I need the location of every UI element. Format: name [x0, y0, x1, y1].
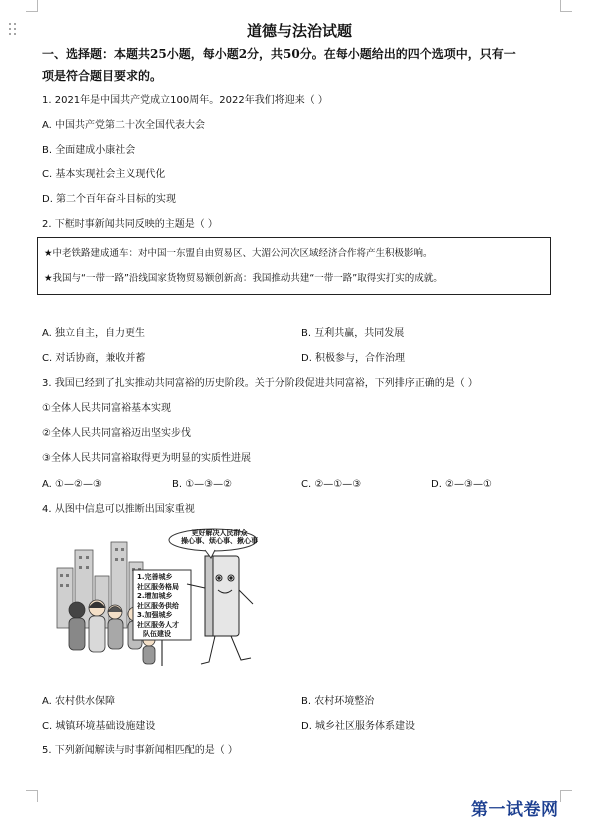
q4-option-a[interactable]: A. 农村供水保障	[42, 696, 116, 707]
board-line-1: 1.完善城乡	[137, 573, 173, 581]
board-line-6: 社区服务人才	[137, 620, 179, 629]
q1-option-b[interactable]: B. 全面建成小康社会	[42, 145, 136, 156]
q3-item-2: ②全体人民共同富裕迈出坚实步伐	[42, 428, 191, 439]
section-heading-line-1: 一、选择题：本题共25小题，每小题2分，共50分。在每小题给出的四个选项中，只有一	[42, 47, 516, 61]
corner-mark-top-right	[560, 0, 572, 12]
section-heading-line-2: 项是符合题目要求的。	[42, 69, 163, 83]
q4-option-c[interactable]: C. 城镇环境基础设施建设	[42, 721, 156, 732]
q3-option-c[interactable]: C. ②—①—③	[301, 479, 362, 490]
page-title: 道德与法治试题	[246, 22, 352, 40]
news-item-1: ★中老铁路建成通车：对中国一东盟自由贸易区、大湄公河次区域经济合作将产生积极影响。	[44, 248, 433, 259]
news-box	[37, 237, 551, 295]
board-line-4: 社区服务供给	[137, 601, 179, 610]
q1-option-d[interactable]: D. 第二个百年奋斗目标的实现	[42, 194, 177, 205]
q3-option-a[interactable]: A. ①—②—③	[42, 479, 102, 490]
q2-option-d[interactable]: D. 积极参与，合作治理	[301, 353, 406, 364]
board-line-2: 社区服务格局	[137, 582, 179, 591]
site-watermark: 第一试卷网	[471, 800, 559, 820]
corner-mark-bottom-right	[560, 790, 572, 802]
q3-option-d[interactable]: D. ②—③—①	[431, 479, 492, 490]
q1-option-a[interactable]: A. 中国共产党第二十次全国代表大会	[42, 120, 206, 131]
question-1-stem: 1. 2021年是中国共产党成立100周年。2022年我们将迎来（ ）	[42, 95, 328, 106]
question-3-stem: 3. 我国已经到了扎实推动共同富裕的历史阶段。关于分阶段促进共同富裕，下列排序正确的是（ ）	[42, 378, 478, 389]
board-line-5: 3.加强城乡	[137, 611, 173, 619]
question-4-stem: 4. 从图中信息可以推断出国家重视	[42, 504, 195, 515]
sign-board-text	[137, 573, 179, 640]
question-2-stem: 2. 下框时事新闻共同反映的主题是（ ）	[42, 219, 218, 230]
speech-bubble-line-2: 操心事、烦心事、揪心事	[181, 537, 258, 545]
board-line-3: 2.增加城乡	[137, 592, 173, 600]
q2-option-c[interactable]: C. 对话协商，兼收并蓄	[42, 353, 146, 364]
question-5-stem: 5. 下列新闻解读与时事新闻相匹配的是（ ）	[42, 745, 238, 756]
q2-option-a[interactable]: A. 独立自主，自力更生	[42, 328, 146, 339]
speech-bubble-text	[181, 529, 258, 545]
q2-option-b[interactable]: B. 互利共赢，共同发展	[301, 328, 405, 339]
cartoon-illustration	[55, 528, 260, 675]
speech-bubble-line-1: 更好解决人民群众	[191, 529, 248, 537]
q4-option-d[interactable]: D. 城乡社区服务体系建设	[301, 721, 416, 732]
q1-option-c[interactable]: C. 基本实现社会主义现代化	[42, 169, 166, 180]
q3-item-3: ③全体人民共同富裕取得更为明显的实质性进展	[42, 453, 251, 464]
corner-mark-top-left	[26, 0, 38, 12]
q4-option-b[interactable]: B. 农村环境整治	[301, 696, 375, 707]
q3-item-1: ①全体人民共同富裕基本实现	[42, 403, 171, 414]
board-line-7: 队伍建设	[143, 630, 171, 638]
q3-option-b[interactable]: B. ①—③—②	[172, 479, 233, 490]
corner-mark-bottom-left	[26, 790, 38, 802]
news-item-2: ★我国与“一带一路”沿线国家货物贸易额创新高：我国推动共建“一带一路”取得实打实的成就。	[44, 273, 443, 284]
